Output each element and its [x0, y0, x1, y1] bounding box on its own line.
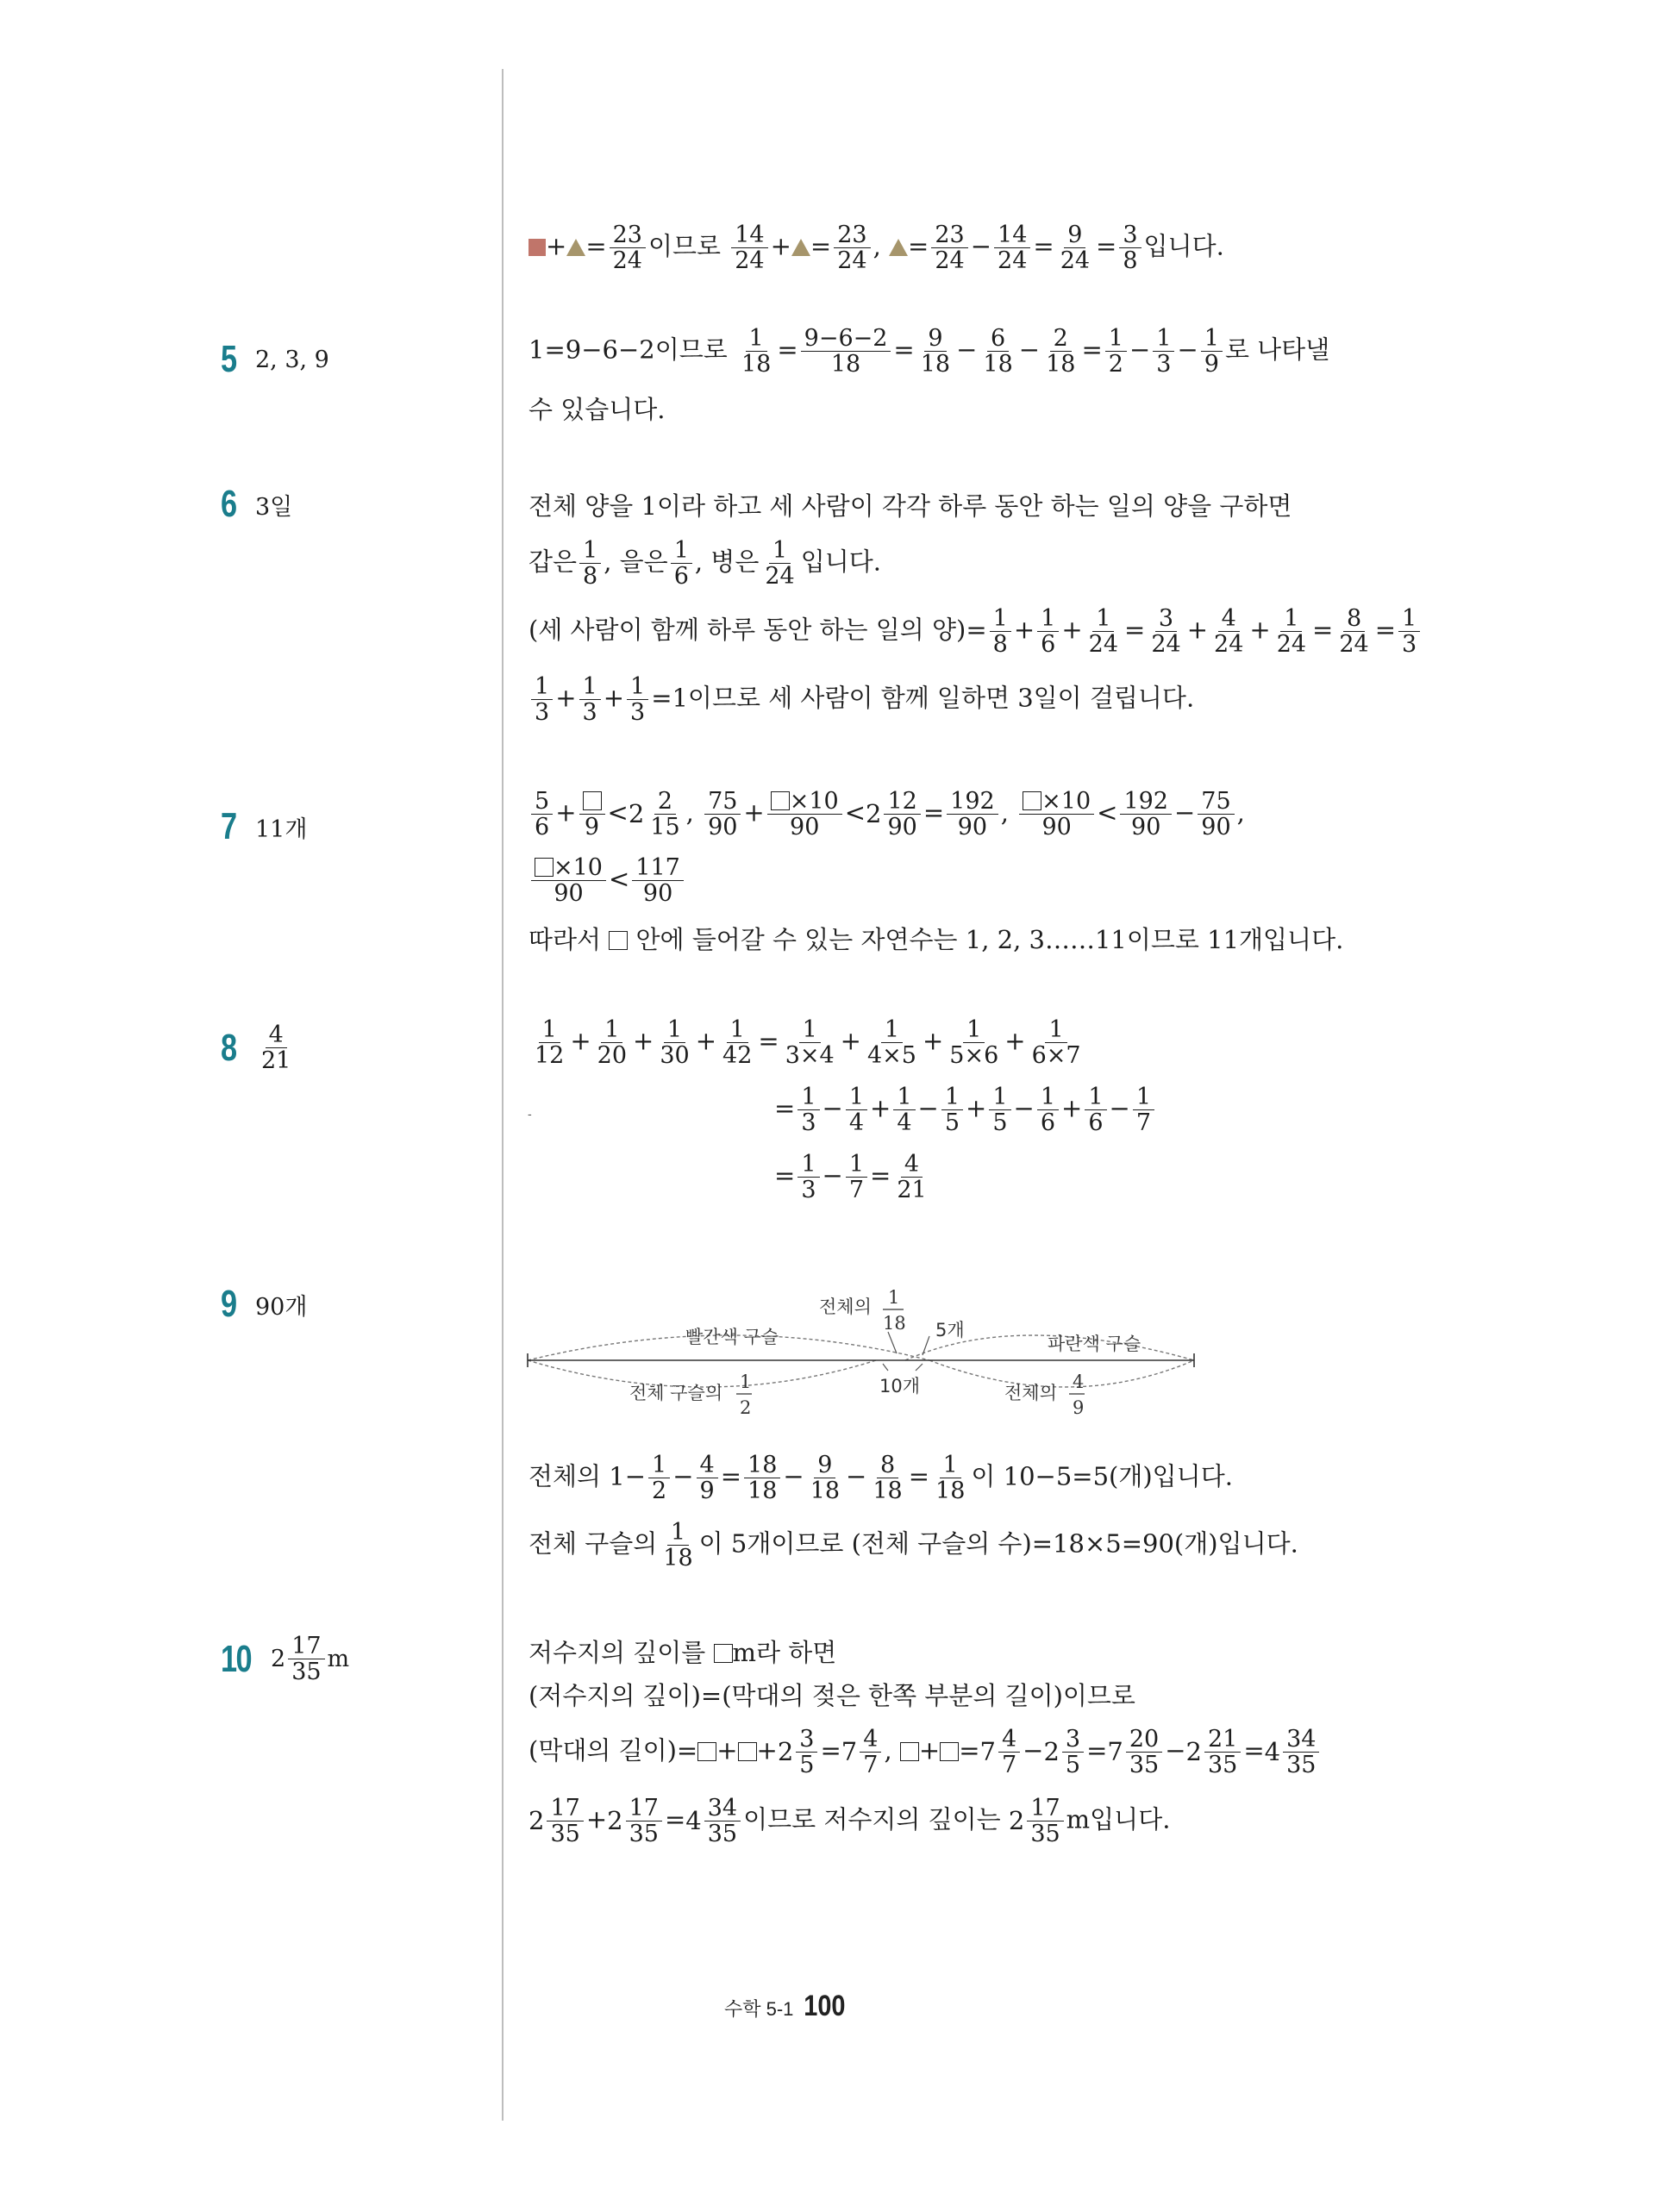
blank-box — [900, 1742, 919, 1761]
problem-number: 8 — [221, 1026, 236, 1069]
arrow-1-18 — [888, 1332, 897, 1353]
four-ninths-label: 전체의 — [1004, 1383, 1057, 1403]
solution-7-line-2: $\frac{\times 10}{90}$ < $\frac{117}{90}$ — [529, 855, 686, 906]
four-ninths-den: 9 — [1073, 1397, 1085, 1418]
blank-box — [771, 791, 790, 810]
marble-diagram — [517, 1284, 1224, 1431]
answer-9 — [221, 1283, 307, 1326]
blank-box — [583, 791, 602, 810]
blank-box — [714, 1644, 733, 1663]
five-label: 5개 — [935, 1320, 965, 1340]
answer-6 — [221, 483, 292, 526]
triangle-icon — [791, 239, 810, 256]
answer-mixed-number: 2 17 35 m — [271, 1633, 350, 1686]
answer-10 — [221, 1634, 349, 1684]
answer-fraction: 4 21 — [261, 1022, 291, 1075]
problem-number: 9 — [221, 1283, 236, 1325]
ten-label: 10개 — [879, 1376, 921, 1397]
red-square-icon — [529, 239, 546, 256]
half-num: 1 — [740, 1372, 752, 1392]
solution-10-line-3: (막대의 길이)= + + 2 3 5 = 7 4 7 , + = 7 4 7 − 2 3 5 = 7 20 35 − 2 21 35 = 4 34 35 — [529, 1727, 1322, 1778]
solution-10-line-2: (저수지의 깊이)=(막대의 젖은 한쪽 부분의 길이)이므로 — [529, 1681, 1135, 1710]
page-footer — [724, 1990, 849, 2023]
four-ninths-brace — [929, 1360, 1194, 1387]
problem-number: 5 — [221, 338, 236, 380]
problem-number: 10 — [221, 1637, 252, 1680]
stray-mark: - — [528, 1108, 532, 1122]
triangle-icon — [566, 239, 585, 256]
solution-6-line-1: 전체 양을 1이라 하고 세 사람이 각각 하루 동안 하는 일의 양을 구하면 — [529, 491, 1292, 521]
blank-box — [535, 858, 554, 877]
solution-8-line-3: = $\frac{1}{3}$ − $\frac{1}{7}$ = $\frac{4}{21}$ — [774, 1151, 927, 1204]
solution-6-line-3: (세 사람이 함께 하루 동안 하는 일의 양)= $\frac{1}{8}$ + $\frac{1}{6}$ + $\frac{1}{24}$ = $\frac{3}{24}$ + $\frac{4}{24}$ + $\frac{1}{24}$ = $\frac{8}{24}$ = $\frac{1}{3}$ — [529, 606, 1423, 657]
blank-box — [1023, 791, 1041, 810]
column-divider — [502, 69, 504, 2121]
top-fraction-den: 18 — [883, 1313, 906, 1334]
answer-value: 11개 — [255, 815, 308, 843]
answer-value: 2, 3, 9 — [255, 346, 329, 373]
answer-7 — [221, 805, 307, 848]
blank-box — [940, 1742, 959, 1761]
half-den: 2 — [740, 1397, 752, 1418]
top-fraction-num: 1 — [888, 1287, 900, 1308]
red-marble-label: 빨간색 구슬 — [685, 1327, 779, 1347]
book-label: 수학 5-1 — [724, 1998, 794, 2020]
blank-box — [697, 1742, 716, 1761]
blank-box — [738, 1742, 757, 1761]
blank-box — [609, 931, 628, 950]
triangle-icon — [889, 239, 908, 256]
solution-10-line-1: 저수지의 깊이를 m라 하면 — [529, 1638, 837, 1667]
solution-5-line-2: 수 있습니다. — [529, 395, 666, 424]
answer-5 — [221, 338, 329, 381]
solution-8-line-2: = $\frac{1}{3}$ − $\frac{1}{4}$ + $\frac{1}{4}$ − $\frac{1}{5}$ + $\frac{1}{5}$ − $\frac{1}{6}$ + $\frac{1}{6}$ − $\frac{1}{7}$ — [774, 1084, 1157, 1135]
solution-7-line-1: $\frac{5}{6}$ + 9 < 2 2 15 , $\frac{75}{90}$ + $\frac{\times 10}{90}$ < 2 12 90 = $\frac{192}{90}$ , $\frac{\times 10}{90}$ < $\frac{192}{90}$ − $\frac{75}{90}$ , — [529, 789, 1245, 840]
half-label: 전체 구슬의 — [629, 1383, 723, 1403]
four-ninths-num: 4 — [1073, 1372, 1085, 1392]
prev-solution-line: + = $\frac{23}{24}$ 이므로 $\frac{14}{24}$ + = $\frac{23}{24}$ , = $\frac{23}{24}$ − $\frac{14}{24}$ = $\frac{9}{24}$ = $\frac{3}{8}$ 입니다. — [529, 222, 1224, 273]
solution-6-line-4: $\frac{1}{3}$ + $\frac{1}{3}$ + $\frac{1}{3}$ =1이므로 세 사람이 함께 일하면 3일이 걸립니다. — [529, 674, 1194, 725]
answer-value: 3일 — [255, 493, 293, 521]
page-number: 100 — [804, 1990, 846, 2022]
solution-7-line-3: 따라서 안에 들어갈 수 있는 자연수는 1, 2, 3……11이므로 11개입니다. — [529, 925, 1344, 954]
blue-marble-label: 파란색 구슬 — [1048, 1334, 1141, 1354]
solution-9-line-1: 전체의 1− $\frac{1}{2}$ − $\frac{4}{9}$ = $\frac{18}{18}$ − $\frac{9}{18}$ − $\frac{8}{18}$ = $\frac{1}{18}$ 이 10−5=5(개)입니다. — [529, 1452, 1233, 1505]
solution-9-line-2: 전체 구슬의 $\frac{1}{18}$ 이 5개이므로 (전체 구슬의 수)=18×5=90(개)입니다. — [529, 1519, 1298, 1572]
answer-value: 90개 — [255, 1293, 308, 1321]
solution-6-line-2: 갑은 $\frac{1}{8}$ , 을은 $\frac{1}{6}$ , 병은 $\frac{1}{24}$ 입니다. — [529, 537, 881, 590]
problem-number: 7 — [221, 805, 236, 847]
solution-8-line-1: $\frac{1}{12}$ + $\frac{1}{20}$ + $\frac{1}{30}$ + $\frac{1}{42}$ = $\frac{1}{3\times 4}$ + $\frac{1}{4\times 5}$ + $\frac{1}{5\times 6}$ + $\frac{1}{6\times 7}$ — [535, 1016, 1081, 1070]
answer-8 — [221, 1022, 297, 1073]
top-label: 전체의 — [819, 1297, 872, 1317]
solution-10-line-4: 2 17 35 + 2 17 35 = 4 34 35 이므로 저수지의 깊이는 2 17 35 m입니다. — [529, 1795, 1171, 1848]
solution-5-line-1: 1=9−6−2이므로 $\frac{1}{18}$ = $\frac{9-6-2}{18}$ = $\frac{9}{18}$ − $\frac{6}{18}$ − $\frac{2}{18}$ = $\frac{1}{2}$ − $\frac{1}{3}$ − $\frac{1}{9}$ 로 나타낼 — [529, 325, 1330, 378]
problem-number: 6 — [221, 483, 236, 525]
